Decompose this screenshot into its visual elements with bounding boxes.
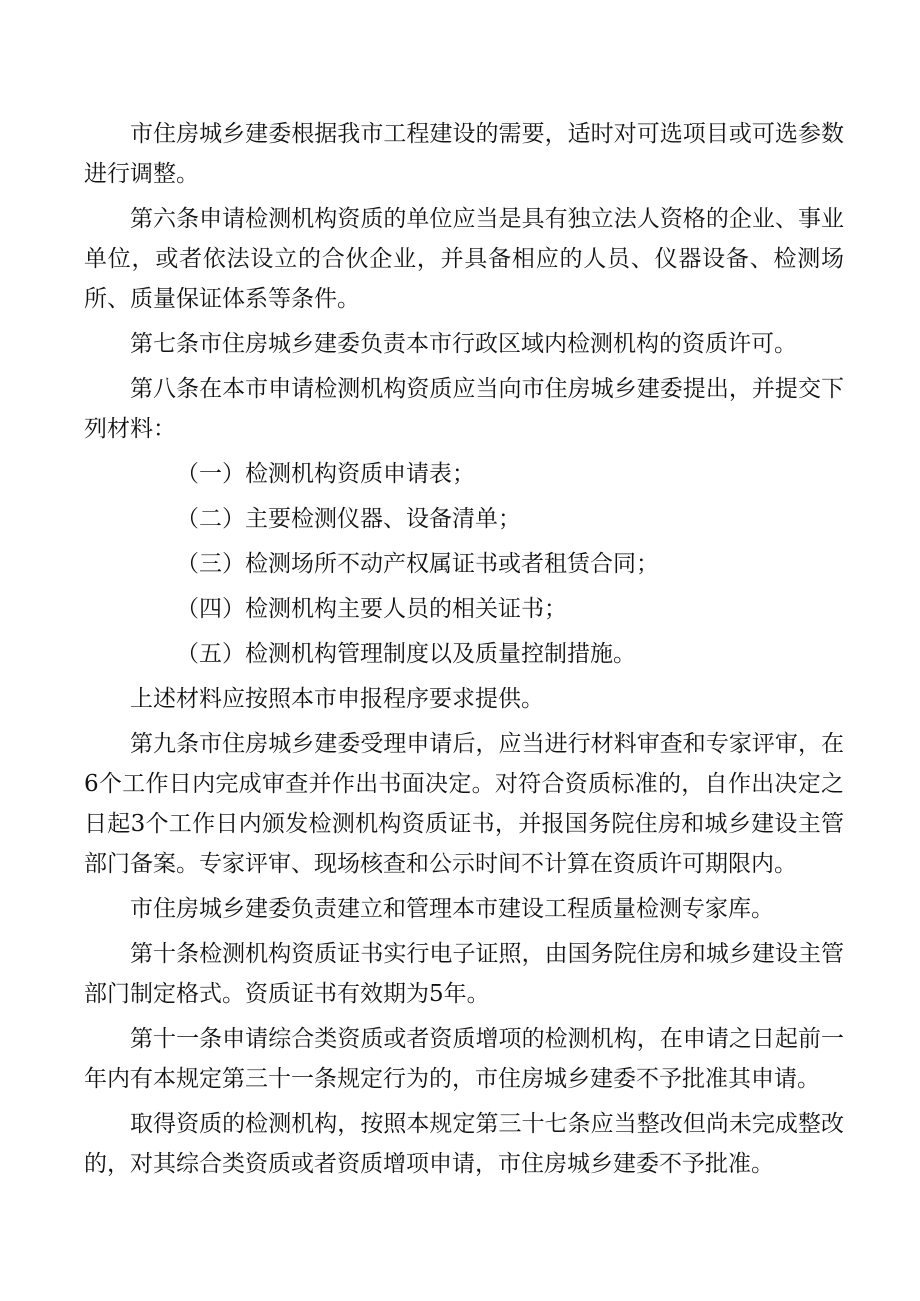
list-item: （一）检测机构资质申请表； xyxy=(176,461,475,487)
paragraph: 上述材料应按照本市申报程序要求提供。 xyxy=(130,686,544,712)
article-10: 第十条检测机构资质证书实行电子证照，由国务院住房和城乡建设主管部门制定格式。资质证书有效期为5年。 xyxy=(84,941,844,1007)
article-11: 第十一条申请综合类资质或者资质增项的检测机构，在申请之日起前一年内有本规定第三十一条规定行为的，市住房城乡建委不予批准其申请。 xyxy=(84,1026,844,1092)
article-8: 第八条在本市申请检测机构资质应当向市住房城乡建委提出，并提交下列材料： xyxy=(84,376,844,442)
paragraph: 市住房城乡建委负责建立和管理本市建设工程质量检测专家库。 xyxy=(130,896,774,922)
paragraph: 取得资质的检测机构，按照本规定第三十七条应当整改但尚未完成整改的，对其综合类资质或者资质增项申请，市住房城乡建委不予批准。 xyxy=(84,1111,844,1177)
article-9: 第九条市住房城乡建委受理申请后，应当进行材料审查和专家评审，在6个工作日内完成审查并作出书面决定。对符合资质标准的，自作出决定之日起3个工作日内颁发检测机构资质证书，并报国务院住房和城乡建设主管部门备案。专家评审、现场核查和公示时间不计算在资质许可期限内。 xyxy=(84,731,844,877)
list-item: （二）主要检测仪器、设备清单； xyxy=(176,506,521,532)
document-body xyxy=(84,114,844,1189)
paragraph: 市住房城乡建委根据我市工程建设的需要，适时对可选项目或可选参数进行调整。 xyxy=(84,121,844,187)
list-item: （五）检测机构管理制度以及质量控制措施。 xyxy=(176,641,636,667)
article-7: 第七条市住房城乡建委负责本市行政区域内检测机构的资质许可。 xyxy=(130,331,797,357)
list-item: （四）检测机构主要人员的相关证书； xyxy=(176,596,567,622)
list-item: （三）检测场所不动产权属证书或者租赁合同； xyxy=(176,551,659,577)
article-6: 第六条申请检测机构资质的单位应当是具有独立法人资格的企业、事业单位，或者依法设立的合伙企业，并具备相应的人员、仪器设备、检测场所、质量保证体系等条件。 xyxy=(84,206,844,312)
